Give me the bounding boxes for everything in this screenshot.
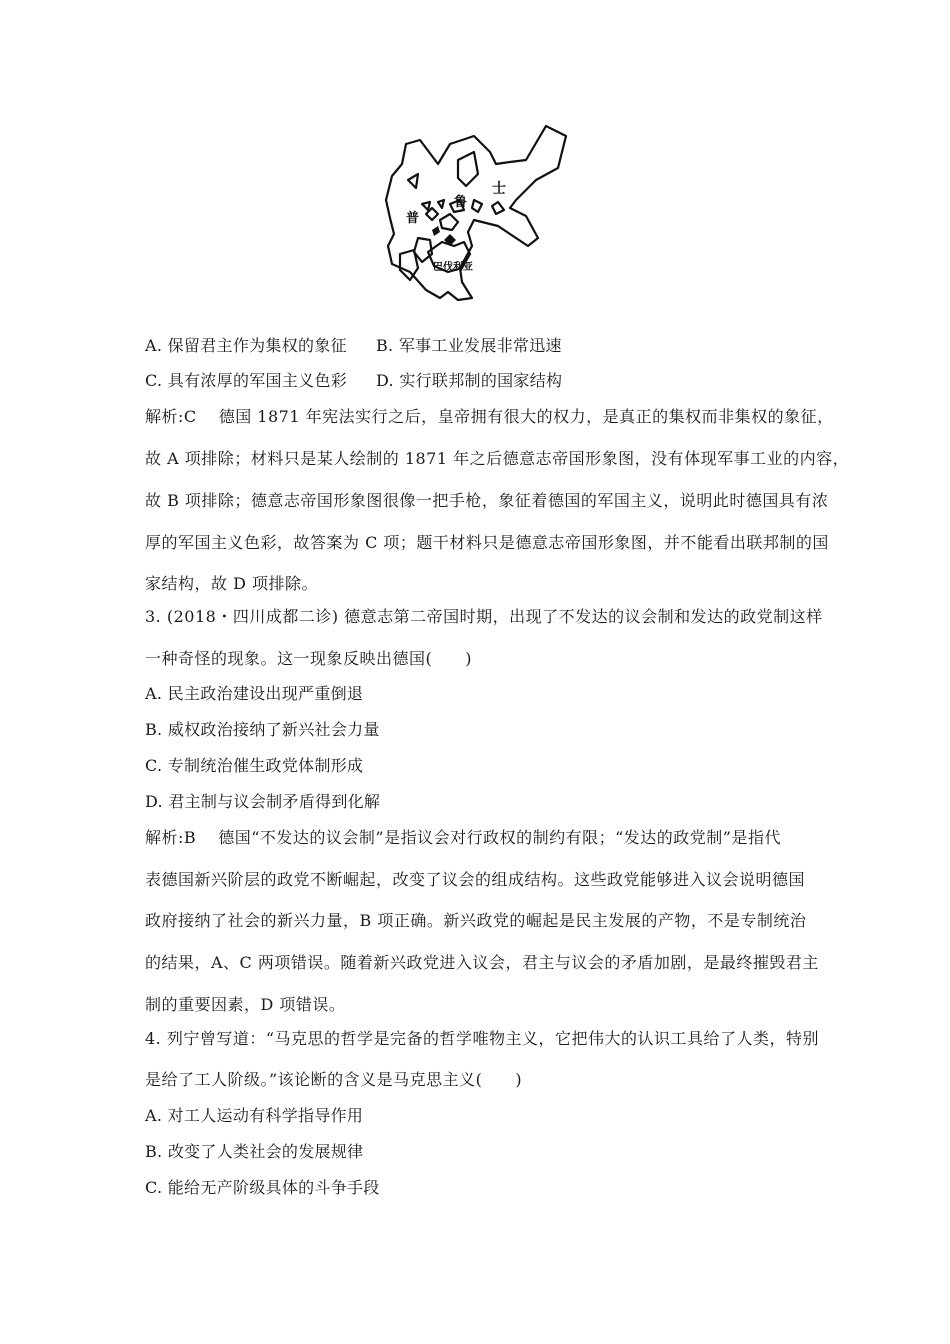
q3-analysis-line: 的结果，A、C 两项错误。随着新兴政党进入议会，君主与议会的矛盾加剧，是最终摧毁君主 [145, 953, 819, 972]
q3-option-c: C. 专制统治催生政党体制形成 [145, 756, 364, 775]
q3-option-d: D. 君主制与议会制矛盾得到化解 [145, 792, 381, 811]
q3-stem-line: 一种奇怪的现象。这一现象反映出德国( ) [145, 649, 472, 668]
q3-option-a: A. 民主政治建设出现严重倒退 [145, 684, 364, 703]
q3-option-b: B. 威权政治接纳了新兴社会力量 [145, 720, 380, 739]
q2-analysis-line: 解析:C 德国 1871 年宪法实行之后，皇帝拥有很大的权力，是真正的集权而非集权的象征， [145, 407, 834, 426]
q3-analysis-line: 解析:B 德国“不发达的议会制”是指议会对行政权的制约有限；“发达的政党制”是指代 [145, 828, 781, 847]
map-label-shi: 士 [492, 181, 506, 197]
q4-stem-line: 4. 列宁曾写道：“马克思的哲学是完备的哲学唯物主义，它把伟大的认识工具给了人类，特别 [145, 1029, 820, 1048]
q3-analysis-line: 政府接纳了社会的新兴力量，B 项正确。新兴政党的崛起是民主发展的产物，不是专制统治 [145, 911, 807, 930]
map-label-lu: 鲁 [454, 195, 468, 210]
q4-option-a: A. 对工人运动有科学指导作用 [145, 1106, 364, 1125]
q2-option-b: B. 军事工业发展非常迅速 [376, 336, 562, 355]
q3-analysis-line: 表德国新兴阶层的政党不断崛起，改变了议会的组成结构。这些政党能够进入议会说明德国 [145, 870, 806, 889]
q2-analysis-line: 家结构，故 D 项排除。 [145, 574, 319, 593]
q4-option-c: C. 能给无产阶级具体的斗争手段 [145, 1178, 380, 1197]
q2-option-d: D. 实行联邦制的国家结构 [376, 371, 563, 390]
q2-analysis-line: 故 A 项排除；材料只是某人绘制的 1871 年之后德意志帝国形象图，没有体现军事工业的内容， [145, 449, 850, 468]
map-label-pu: 普 [406, 211, 420, 226]
q2-option-c: C. 具有浓厚的军国主义色彩 [145, 371, 348, 390]
q4-option-b: B. 改变了人类社会的发展规律 [145, 1142, 364, 1161]
q2-analysis-line: 厚的军国主义色彩，故答案为 C 项；题干材料只是德意志帝国形象图，并不能看出联邦制的国 [145, 533, 829, 552]
q4-stem-line: 是给了工人阶级。”该论断的含义是马克思主义( ) [145, 1070, 523, 1089]
q3-analysis-line: 制的重要因素，D 项错误。 [145, 995, 346, 1014]
german-empire-map [378, 122, 578, 304]
q3-stem-line: 3. (2018・四川成都二诊) 德意志第二帝国时期，出现了不发达的议会制和发达的政党制这样 [145, 607, 823, 626]
q2-analysis-line: 故 B 项排除；德意志帝国形象图很像一把手枪，象征着德国的军国主义，说明此时德国具有浓 [145, 491, 829, 510]
map-label-bavaria: 巴伐利亚 [433, 262, 473, 273]
q2-option-a: A. 保留君主作为集权的象征 [145, 336, 347, 355]
